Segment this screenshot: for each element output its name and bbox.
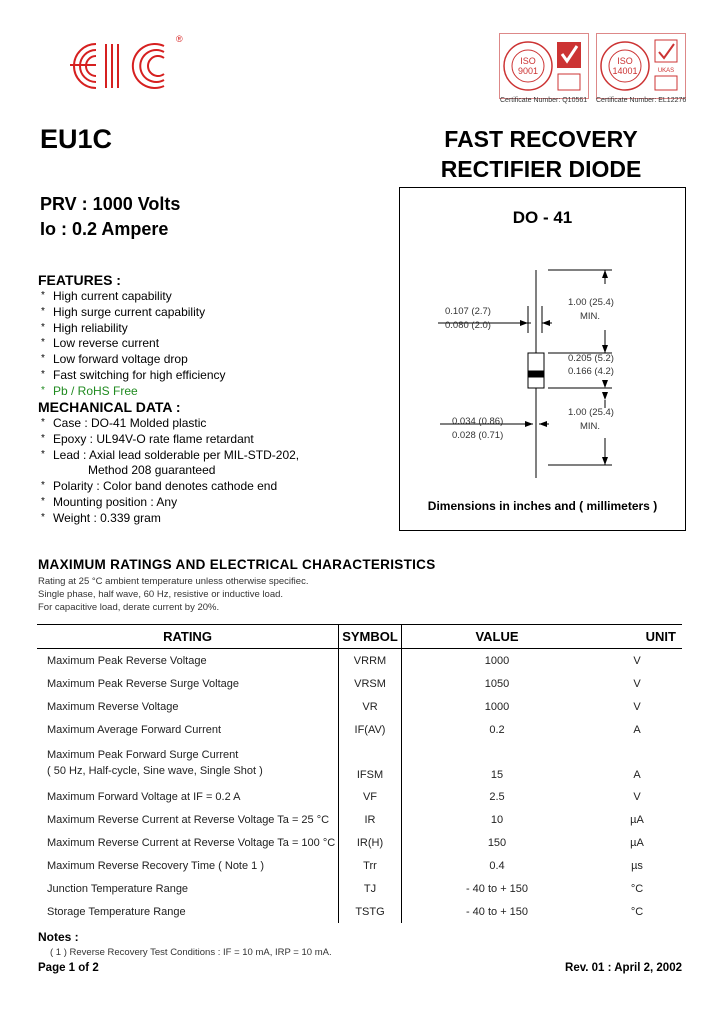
ratings-cond1: Rating at 25 °C ambient temperature unless otherwise specifiec. bbox=[38, 576, 309, 587]
rating-cell: Junction Temperature Range bbox=[47, 882, 189, 895]
symbol-cell: TJ bbox=[339, 877, 402, 900]
io-spec: Io : 0.2 Ampere bbox=[40, 219, 169, 239]
symbol-cell: IF(AV) bbox=[339, 718, 402, 741]
value-cell: 1050 bbox=[484, 677, 510, 690]
symbol-cell: VF bbox=[339, 785, 402, 808]
prv-spec: PRV : 1000 Volts bbox=[40, 194, 181, 214]
rating-cell: Maximum Peak Forward Surge Current ( 50 Hz, Half-cycle, Sine wave, Single Shot ) bbox=[47, 749, 263, 777]
col-unit: UNIT bbox=[592, 625, 682, 649]
rating-cell: Maximum Reverse Recovery Time ( Note 1 ) bbox=[47, 859, 264, 872]
dim-lead-top: 0.107 (2.7) bbox=[445, 306, 491, 317]
symbol-cell: IR bbox=[339, 808, 402, 831]
revision-date: Rev. 01 : April 2, 2002 bbox=[565, 962, 682, 974]
page-number: Page 1 of 2 bbox=[38, 962, 99, 974]
symbol-cell: Trr bbox=[339, 854, 402, 877]
list-item: * Epoxy : UL94V-O rate flame retardant bbox=[41, 431, 254, 446]
symbol-cell: IFSM bbox=[339, 741, 402, 785]
ratings-cond2: Single phase, half wave, 60 Hz, resistive or inductive load. bbox=[38, 589, 284, 600]
rating-cell: Maximum Reverse Voltage bbox=[47, 700, 179, 713]
value-cell: 1000 bbox=[484, 654, 510, 667]
package-name: DO - 41 bbox=[512, 208, 573, 227]
notes-heading: Notes : bbox=[38, 930, 79, 944]
dim-len1-b: MIN. bbox=[580, 311, 601, 322]
rating-cell: Maximum Reverse Current at Reverse Voltage Ta = 25 °C bbox=[47, 813, 330, 826]
dim-len2-b: MIN. bbox=[580, 421, 601, 432]
list-item: * Lead : Axial lead solderable per MIL-STD-202, bbox=[41, 447, 300, 462]
list-item: * Case : DO-41 Molded plastic bbox=[41, 416, 207, 430]
features-list bbox=[38, 289, 226, 400]
table-row bbox=[37, 808, 682, 831]
svg-text:UKAS: UKAS bbox=[657, 68, 675, 74]
list-item-rohs: * Pb / RoHS Free bbox=[41, 383, 138, 398]
unit-cell: A bbox=[633, 769, 641, 781]
dim-dia-b: 0.028 (0.71) bbox=[452, 430, 504, 441]
dim-len1-a: 1.00 (25.4) bbox=[568, 297, 614, 308]
table-row bbox=[37, 672, 682, 695]
cert2-number: Certificate Number: EL12276 bbox=[596, 97, 687, 104]
table-row bbox=[37, 741, 682, 785]
unit-cell: °C bbox=[630, 882, 644, 895]
dim-dia-a: 0.034 (0.86) bbox=[452, 416, 504, 427]
table-row bbox=[37, 877, 682, 900]
value-cell: 1000 bbox=[484, 700, 510, 713]
mechanical-list bbox=[38, 416, 299, 527]
dim-body-b: 0.166 (4.2) bbox=[568, 366, 614, 377]
ratings-table bbox=[37, 625, 682, 923]
col-symbol: SYMBOL bbox=[339, 625, 402, 649]
eic-logo bbox=[58, 36, 184, 94]
list-item: * Low reverse current bbox=[41, 336, 160, 351]
symbol-cell: VRRM bbox=[339, 649, 402, 673]
list-item: * Fast switching for high efficiency bbox=[41, 367, 226, 382]
svg-text:14001: 14001 bbox=[612, 66, 638, 76]
rating-cell: Maximum Peak Reverse Surge Voltage bbox=[47, 677, 239, 690]
iso14001-seal-icon bbox=[597, 34, 685, 98]
svg-text:ISO: ISO bbox=[520, 56, 536, 66]
iso14001-badge bbox=[596, 33, 686, 99]
unit-cell: V bbox=[633, 654, 641, 667]
table-row bbox=[37, 900, 682, 923]
list-item: * High surge current capability bbox=[41, 304, 206, 319]
list-item: * Low forward voltage drop bbox=[41, 352, 188, 367]
unit-cell: V bbox=[633, 677, 641, 690]
iso9001-badge bbox=[499, 33, 589, 99]
table-row bbox=[37, 785, 682, 808]
value-cell: 15 bbox=[490, 769, 504, 781]
ratings-heading: MAXIMUM RATINGS AND ELECTRICAL CHARACTERISTICS bbox=[38, 557, 436, 572]
unit-cell: °C bbox=[630, 905, 644, 918]
rating-cell: Maximum Average Forward Current bbox=[47, 723, 222, 736]
unit-cell: µs bbox=[631, 859, 643, 872]
note-1: ( 1 ) Reverse Recovery Test Conditions : IF = 10 mA, IRP = 10 mA. bbox=[50, 947, 332, 958]
table-row bbox=[37, 718, 682, 741]
list-item: * High reliability bbox=[41, 320, 128, 335]
list-item: * Polarity : Color band denotes cathode end bbox=[41, 479, 278, 494]
dim-lead-bot: 0.080 (2.0) bbox=[445, 320, 491, 331]
rating-cell: Storage Temperature Range bbox=[47, 905, 186, 918]
features-heading: FEATURES : bbox=[38, 272, 121, 288]
symbol-cell: IR(H) bbox=[339, 831, 402, 854]
value-cell: 0.4 bbox=[489, 859, 505, 872]
symbol-cell: VRSM bbox=[339, 672, 402, 695]
rating-cell: Maximum Peak Reverse Voltage bbox=[47, 654, 207, 667]
unit-cell: A bbox=[633, 723, 641, 736]
table-row bbox=[37, 649, 682, 673]
rating-cell: Maximum Reverse Current at Reverse Voltage Ta = 100 °C bbox=[47, 836, 336, 849]
dim-body-a: 0.205 (5.2) bbox=[568, 353, 614, 364]
registered-mark: ® bbox=[176, 34, 183, 44]
symbol-cell: TSTG bbox=[339, 900, 402, 923]
package-drawing-box bbox=[399, 187, 686, 531]
svg-text:9001: 9001 bbox=[517, 66, 539, 76]
dim-len2-a: 1.00 (25.4) bbox=[568, 407, 614, 418]
table-row bbox=[37, 831, 682, 854]
list-item: * Mounting position : Any bbox=[41, 494, 178, 509]
package-caption: Dimensions in inches and ( millimeters ) bbox=[427, 499, 658, 513]
value-cell: - 40 to + 150 bbox=[465, 882, 529, 895]
rating-cell: Maximum Forward Voltage at IF = 0.2 A bbox=[47, 790, 241, 803]
title-line2: RECTIFIER DIODE bbox=[440, 156, 642, 182]
iso9001-seal-icon bbox=[500, 34, 588, 98]
list-item-cont: Method 208 guaranteed bbox=[88, 463, 216, 478]
mechanical-heading: MECHANICAL DATA : bbox=[38, 399, 181, 415]
value-cell: 10 bbox=[490, 813, 504, 826]
cert1-number: Certificate Number: Q10561 bbox=[500, 97, 588, 104]
table-header bbox=[37, 625, 682, 649]
table-row bbox=[37, 695, 682, 718]
value-cell: 150 bbox=[487, 836, 507, 849]
list-item: * Weight : 0.339 gram bbox=[41, 510, 161, 525]
symbol-cell: VR bbox=[339, 695, 402, 718]
unit-cell: V bbox=[633, 790, 641, 803]
do41-diagram bbox=[400, 188, 685, 530]
value-cell: - 40 to + 150 bbox=[465, 905, 529, 918]
value-cell: 2.5 bbox=[489, 790, 505, 803]
unit-cell: µA bbox=[630, 836, 644, 849]
title-line1: FAST RECOVERY bbox=[444, 126, 638, 152]
ratings-cond3: For capacitive load, derate current by 20%. bbox=[38, 602, 220, 613]
col-value: VALUE bbox=[402, 625, 593, 649]
col-rating: RATING bbox=[37, 625, 339, 649]
svg-text:ISO: ISO bbox=[617, 56, 633, 66]
part-number: EU1C bbox=[40, 124, 113, 154]
unit-cell: V bbox=[633, 700, 641, 713]
table-row bbox=[37, 854, 682, 877]
list-item: * High current capability bbox=[41, 289, 172, 303]
value-cell: 0.2 bbox=[489, 723, 505, 736]
unit-cell: µA bbox=[630, 813, 644, 826]
